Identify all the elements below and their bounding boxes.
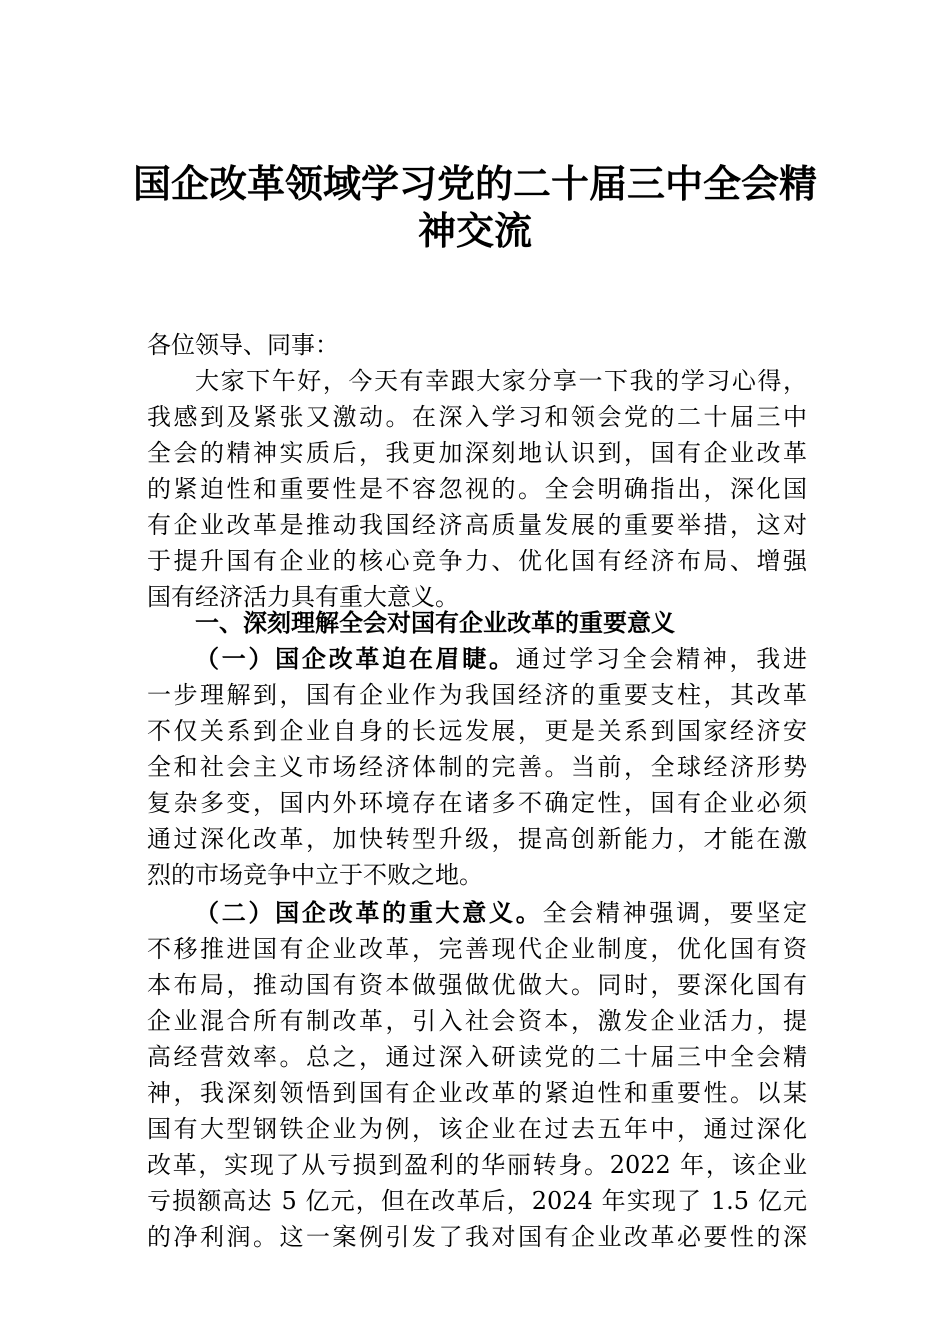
subsection-1-first-line bbox=[195, 641, 807, 677]
intro-line: 的紧迫性和重要性是不容忽视的。全会明确指出，深化国 bbox=[147, 475, 807, 503]
intro-line: 大家下午好，今天有幸跟大家分享一下我的学习心得， bbox=[195, 367, 807, 395]
subsection-1-line: 不仅关系到企业自身的长远发展，更是关系到国家经济安 bbox=[147, 717, 807, 745]
intro-line: 于提升国有企业的核心竞争力、优化国有经济布局、增强 bbox=[147, 547, 807, 575]
subsection-2-first-line bbox=[195, 895, 807, 931]
subsection-1-line: 通过深化改革，加快转型升级，提高创新能力，才能在激 bbox=[147, 825, 807, 853]
subsection-1-line: 一步理解到，国有企业作为我国经济的重要支柱，其改革 bbox=[147, 681, 807, 709]
subsection-2-lead: （二）国企改革的重大意义。 bbox=[195, 899, 543, 927]
subsection-2-line: 改革，实现了从亏损到盈利的华丽转身。2022 年，该企业 bbox=[147, 1151, 807, 1179]
subsection-1-line: 复杂多变，国内外环境存在诸多不确定性，国有企业必须 bbox=[147, 789, 807, 817]
intro-line: 国有经济活力具有重大意义。 bbox=[147, 583, 459, 611]
subsection-1-lead: （一）国企改革迫在眉睫。 bbox=[195, 645, 516, 673]
subsection-2-first-rest: 全会精神强调，要坚定 bbox=[542, 899, 808, 927]
subsection-2-line: 国有大型钢铁企业为例，该企业在过去五年中，通过深化 bbox=[147, 1115, 807, 1143]
subsection-2-line: 高经营效率。总之，通过深入研读党的二十届三中全会精 bbox=[147, 1043, 807, 1071]
document-title-line-1: 国企改革领域学习党的二十届三中全会精 bbox=[132, 161, 817, 206]
subsection-2-line: 的净利润。这一案例引发了我对国有企业改革必要性的深 bbox=[147, 1223, 807, 1251]
subsection-1-first-rest: 通过学习全会精神，我进 bbox=[515, 645, 808, 673]
subsection-2-line: 神，我深刻领悟到国有企业改革的紧迫性和重要性。以某 bbox=[147, 1079, 807, 1107]
subsection-2-line: 本布局，推动国有资本做强做优做大。同时，要深化国有 bbox=[147, 971, 807, 999]
subsection-1-line: 全和社会主义市场经济体制的完善。当前，全球经济形势 bbox=[147, 753, 807, 781]
subsection-1-line: 烈的市场竞争中立于不败之地。 bbox=[147, 861, 483, 889]
section-heading: 一、深刻理解全会对国有企业改革的重要意义 bbox=[195, 609, 675, 637]
subsection-2-line: 企业混合所有制改革，引入社会资本，激发企业活力，提 bbox=[147, 1007, 807, 1035]
intro-line: 我感到及紧张又激动。在深入学习和领会党的二十届三中 bbox=[147, 403, 807, 431]
intro-line: 有企业改革是推动我国经济高质量发展的重要举措，这对 bbox=[147, 511, 807, 539]
salutation: 各位领导、同事： bbox=[147, 331, 339, 359]
document-title-line-2: 神交流 bbox=[417, 208, 532, 253]
intro-line: 全会的精神实质后，我更加深刻地认识到，国有企业改革 bbox=[147, 439, 807, 467]
subsection-2-line: 亏损额高达 5 亿元，但在改革后，2024 年实现了 1.5 亿元 bbox=[147, 1187, 807, 1215]
subsection-2-line: 不移推进国有企业改革，完善现代企业制度，优化国有资 bbox=[147, 935, 807, 963]
